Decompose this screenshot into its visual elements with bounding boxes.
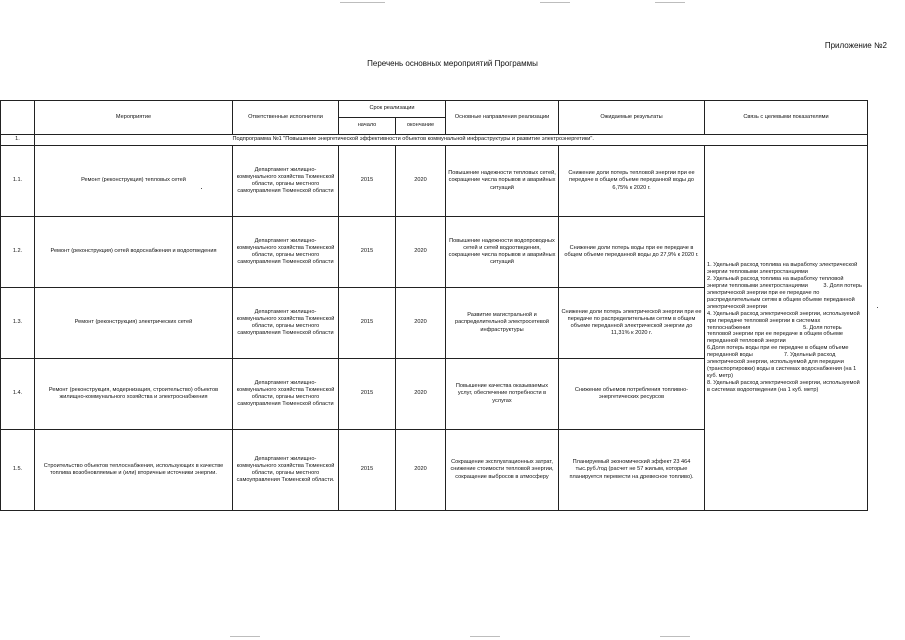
row-number: 1.4. [1, 359, 35, 430]
scan-speck: · [200, 183, 203, 193]
scan-artifact-bottom-1 [230, 636, 260, 637]
document-title: Перечень основных мероприятий Программы [367, 59, 538, 68]
row-number: 1.2. [1, 217, 35, 288]
row-start-year: 2015 [339, 288, 396, 359]
scan-artifact-bottom-3 [660, 636, 690, 637]
row-start-year: 2015 [339, 359, 396, 430]
row-result: Планируемый экономический эффект 23 464 тыс.руб./год (расчет не 57 жилым, которые планируется перевести на древесное топливо). [559, 430, 705, 511]
row-start-year: 2015 [339, 217, 396, 288]
row-direction: Повышение надежности водопроводных сетей и сетей водоотведения, сокращение числа порывов и аварийных ситуаций [446, 217, 559, 288]
target-indicators: 1. Удельный расход топлива на выработку электрической энергии тепловыми электростанциями 2. Удельный расход топлива на выработку тепловой энергии тепловыми электростанциями 3. Доля потерь электрической энергии при ее передаче по распределительным сетям в общем объеме переданной электрической энергии 4. Удельный расход электрической энергии, используемой при передаче тепловой энергии в системах теплоснабжения 5. Доля потерь тепловой энергии при ее передаче в общем объеме переданной тепловой энергии 6.Доля потерь воды при ее передаче в общем объеме переданной воды 7. Удельный расход электрической энергии, используемой для передачи (транспортировки) воды в системах водоснабжения (на 1 куб. метр) 8. Удельный расход электрической энергии, используемой в системах водоотведения (на 1 куб. метр) [705, 146, 868, 511]
table-header-row [1, 101, 868, 118]
scan-artifact-top-3 [655, 2, 685, 3]
row-executor: Департамент жилищно-коммунального хозяйства Тюменской области, органы местного самоуправления Тюменской области [233, 359, 339, 430]
activities-table [0, 100, 868, 511]
header-activity: Мероприятие [35, 101, 233, 135]
row-end-year: 2020 [396, 430, 446, 511]
row-end-year: 2020 [396, 146, 446, 217]
row-start-year: 2015 [339, 430, 396, 511]
row-activity: Ремонт (реконструкция) тепловых сетей [35, 146, 233, 217]
subprogram-title: Подпрограмма №1 "Повышение энергетической эффективности объектов коммунальной инфраструктуры и развитие электроэнергетики". [233, 135, 868, 146]
row-result: Снижение доли потерь воды при ее передаче в общем объеме переданной воды до 27,9% к 2020 г. [559, 217, 705, 288]
row-result: Снижение доли потерь электрической энергии при ее передаче по распределительным сетям в общем объеме переданной электрической энергии до 11,31% к 2020 г. [559, 288, 705, 359]
row-direction: Повышение качества оказываемых услуг, обеспечение потребности в услугах [446, 359, 559, 430]
scan-artifact-top-1 [340, 2, 385, 3]
header-period-end: окончание [396, 118, 446, 135]
row-result: Снижение доли потерь тепловой энергии при ее передаче в общем объеме переданной воды до 6,75% к 2020 г. [559, 146, 705, 217]
row-end-year: 2020 [396, 288, 446, 359]
row-result: Снижение объемов потребления топливно-энергетических ресурсов [559, 359, 705, 430]
row-start-year: 2015 [339, 146, 396, 217]
subprogram-spacer [35, 135, 233, 146]
row-activity: Ремонт (реконструкция, модернизация, строительство) объектов жилищно-коммунального хозяйства и электроснабжения [35, 359, 233, 430]
row-activity: Ремонт (реконструкция) сетей водоснабжения и водоотведения [35, 217, 233, 288]
row-executor: Департамент жилищно-коммунального хозяйства Тюменской области, органы местного самоуправления Тюменской области. [233, 430, 339, 511]
row-number: 1.1. [1, 146, 35, 217]
header-results: Ожидаемые результаты [559, 101, 705, 135]
scan-speck: · [876, 302, 879, 312]
row-activity: Строительство объектов теплоснабжения, использующих в качестве топлива возобновляемые и (или) вторичные источники энергии. [35, 430, 233, 511]
row-executor: Департамент жилищно-коммунального хозяйства Тюменской области, органы местного самоуправления Тюменской области [233, 288, 339, 359]
row-direction: Сокращение эксплуатационных затрат, снижение стоимости тепловой энергии, сокращение выбросов в атмосферу [446, 430, 559, 511]
subprogram-row [1, 135, 868, 146]
header-number-cell [1, 101, 35, 135]
scan-artifact-bottom-2 [470, 636, 500, 637]
subprogram-number: 1. [1, 135, 35, 146]
appendix-label: Приложение №2 [824, 41, 887, 50]
table-row [1, 146, 868, 217]
row-end-year: 2020 [396, 359, 446, 430]
row-number: 1.3. [1, 288, 35, 359]
row-direction: Развитие магистральной и распределительной электросетевой инфраструктуры [446, 288, 559, 359]
row-end-year: 2020 [396, 217, 446, 288]
header-executors: Ответственные исполнители [233, 101, 339, 135]
row-direction: Повышение надежности тепловых сетей, сокращение числа порывов и аварийных ситуаций [446, 146, 559, 217]
row-activity: Ремонт (реконструкция) электрических сетей [35, 288, 233, 359]
row-executor: Департамент жилищно-коммунального хозяйства Тюменской области, органы местного самоуправления Тюменской области [233, 217, 339, 288]
header-period: Срок реализации [339, 101, 446, 118]
header-link: Связь с целевыми показателями [705, 101, 868, 135]
header-period-start: начало [339, 118, 396, 135]
scan-artifact-top-2 [540, 2, 570, 3]
row-number: 1.5. [1, 430, 35, 511]
row-executor: Департамент жилищно-коммунального хозяйства Тюменской области, органы местного самоуправления Тюменской области [233, 146, 339, 217]
header-directions: Основные направления реализации [446, 101, 559, 135]
